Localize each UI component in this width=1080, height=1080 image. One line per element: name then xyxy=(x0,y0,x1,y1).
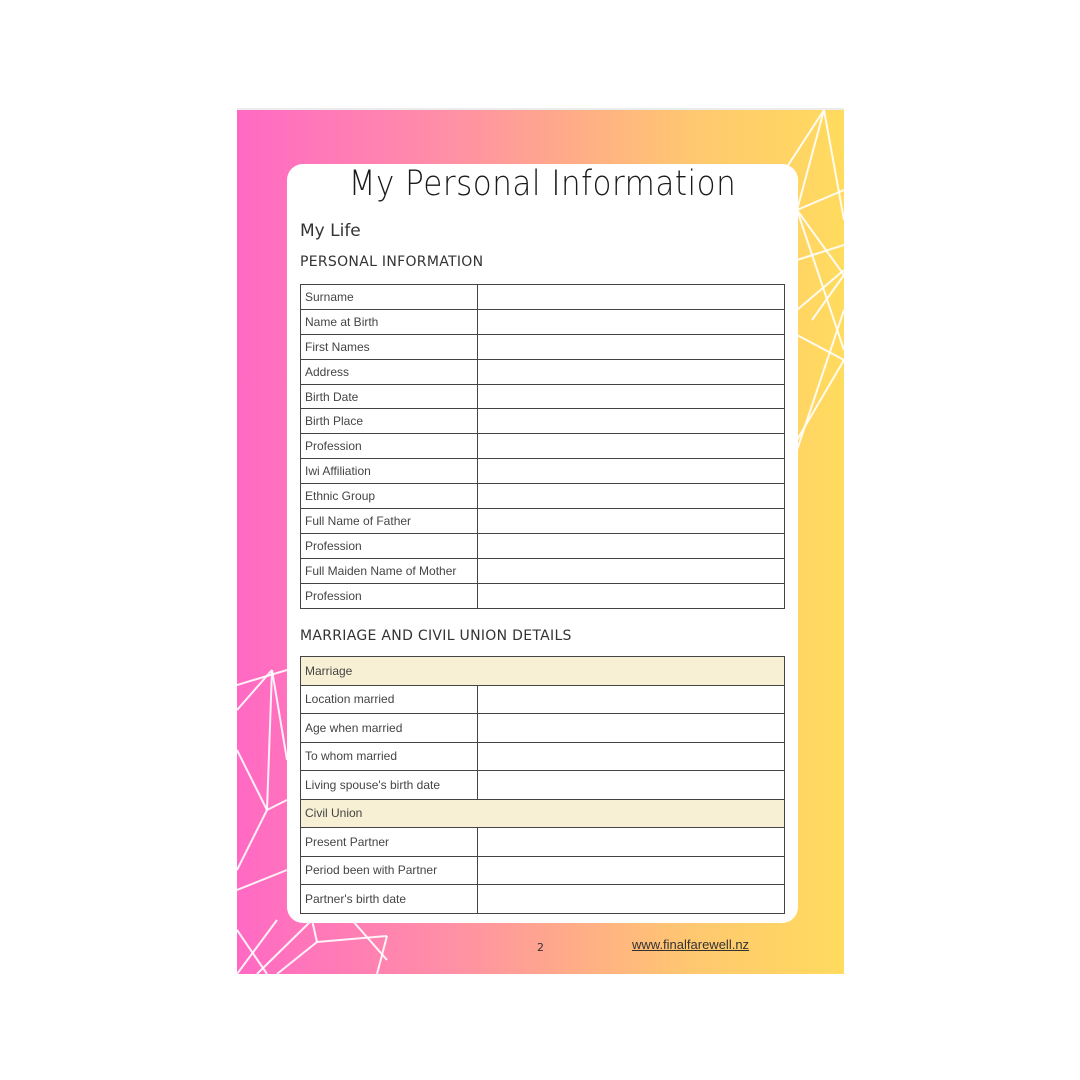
row-value-field[interactable] xyxy=(478,334,785,359)
row-value-field[interactable] xyxy=(478,434,785,459)
row-value-field[interactable] xyxy=(478,771,785,800)
table-row xyxy=(301,558,785,583)
row-label: Name at Birth xyxy=(301,309,478,334)
row-label: Profession xyxy=(301,583,478,608)
form-card xyxy=(287,164,798,923)
row-label: Present Partner xyxy=(301,828,478,857)
row-label: Iwi Affiliation xyxy=(301,459,478,484)
row-value-field[interactable] xyxy=(478,583,785,608)
table-row xyxy=(301,771,785,800)
row-value-field[interactable] xyxy=(478,558,785,583)
page-number: 2 xyxy=(537,941,544,954)
row-value-field[interactable] xyxy=(478,409,785,434)
row-value-field[interactable] xyxy=(478,856,785,885)
row-label: First Names xyxy=(301,334,478,359)
row-value-field[interactable] xyxy=(478,359,785,384)
row-label: Location married xyxy=(301,685,478,714)
marriage-section-heading: MARRIAGE AND CIVIL UNION DETAILS xyxy=(300,628,572,644)
row-label: Living spouse's birth date xyxy=(301,771,478,800)
document-page xyxy=(237,108,844,974)
table-row xyxy=(301,685,785,714)
row-value-field[interactable] xyxy=(478,742,785,771)
row-label: Birth Date xyxy=(301,384,478,409)
table-row xyxy=(301,583,785,608)
marriage-civil-union-table xyxy=(300,656,785,914)
row-value-field[interactable] xyxy=(478,685,785,714)
row-value-field[interactable] xyxy=(478,459,785,484)
marriage-group-row-label: Marriage xyxy=(301,657,785,686)
row-label: Full Maiden Name of Mother xyxy=(301,558,478,583)
row-label: To whom married xyxy=(301,742,478,771)
table-row xyxy=(301,828,785,857)
row-value-field[interactable] xyxy=(478,509,785,534)
row-value-field[interactable] xyxy=(478,885,785,914)
row-label: Birth Place xyxy=(301,409,478,434)
personal-information-table xyxy=(300,284,785,609)
row-value-field[interactable] xyxy=(478,384,785,409)
table-row xyxy=(301,459,785,484)
table-row xyxy=(301,742,785,771)
marriage-group-row xyxy=(301,657,785,686)
row-label: Profession xyxy=(301,533,478,558)
row-label: Partner's birth date xyxy=(301,885,478,914)
row-value-field[interactable] xyxy=(478,285,785,310)
row-label: Surname xyxy=(301,285,478,310)
website-link[interactable]: www.finalfarewell.nz xyxy=(632,937,750,952)
row-label: Address xyxy=(301,359,478,384)
personal-information-heading: PERSONAL INFORMATION xyxy=(300,254,484,270)
row-label: Age when married xyxy=(301,714,478,743)
row-label: Period been with Partner xyxy=(301,856,478,885)
page-title: My Personal Information xyxy=(348,163,737,205)
row-value-field[interactable] xyxy=(478,828,785,857)
section-subtitle: My Life xyxy=(300,221,361,241)
table-row xyxy=(301,309,785,334)
row-value-field[interactable] xyxy=(478,309,785,334)
row-label: Full Name of Father xyxy=(301,509,478,534)
row-value-field[interactable] xyxy=(478,484,785,509)
table-row xyxy=(301,285,785,310)
table-row xyxy=(301,714,785,743)
table-row xyxy=(301,509,785,534)
civil-union-group-row-label: Civil Union xyxy=(301,799,785,828)
row-value-field[interactable] xyxy=(478,533,785,558)
table-row xyxy=(301,885,785,914)
table-row xyxy=(301,434,785,459)
table-row xyxy=(301,359,785,384)
table-row xyxy=(301,409,785,434)
civil-union-group-row xyxy=(301,799,785,828)
table-row xyxy=(301,533,785,558)
table-row xyxy=(301,334,785,359)
row-label: Ethnic Group xyxy=(301,484,478,509)
row-value-field[interactable] xyxy=(478,714,785,743)
table-row xyxy=(301,384,785,409)
table-row xyxy=(301,856,785,885)
table-row xyxy=(301,484,785,509)
row-label: Profession xyxy=(301,434,478,459)
